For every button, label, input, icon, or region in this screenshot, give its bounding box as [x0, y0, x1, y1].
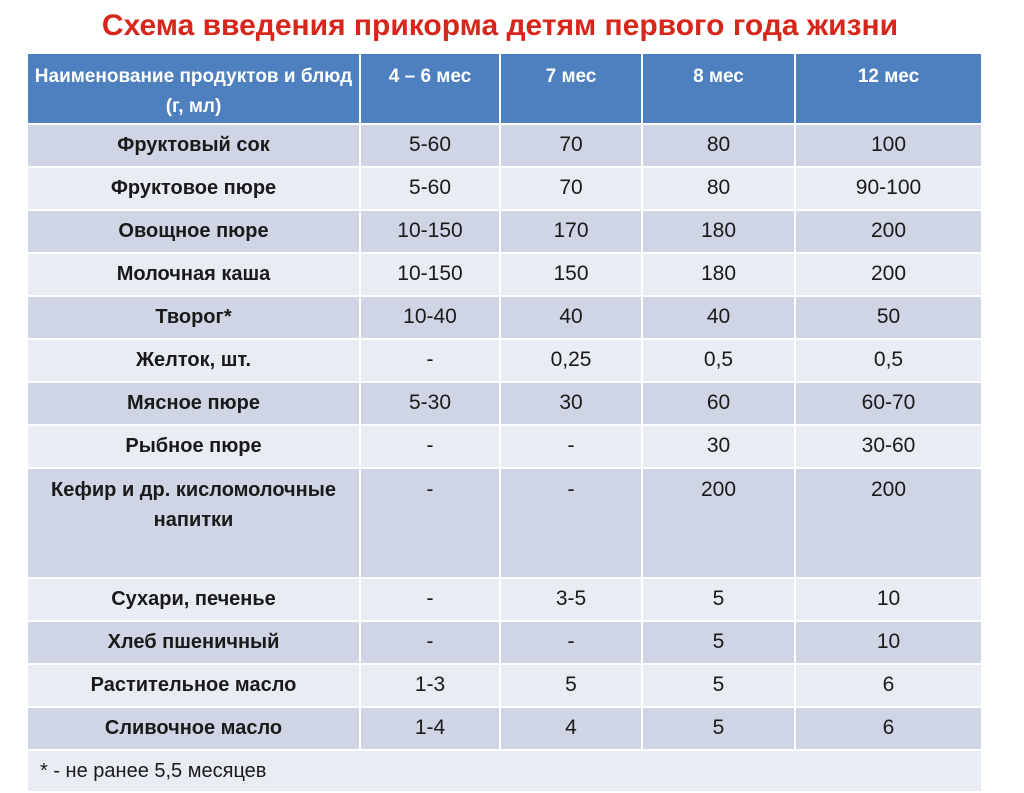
table-row [27, 664, 982, 707]
table-cell: 10-150 [360, 210, 500, 253]
product-name: Рыбное пюре [27, 425, 360, 468]
table-cell: 150 [500, 253, 642, 296]
table-cell: - [360, 621, 500, 664]
table-row [27, 468, 982, 578]
table-cell: - [500, 425, 642, 468]
page-title: Схема введения прикорма детям первого года жизни [101, 9, 899, 42]
feeding-schedule-table [26, 52, 983, 793]
product-name: Кефир и др. кисломолочные напитки [27, 468, 360, 578]
table-row [27, 210, 982, 253]
table-cell: 70 [500, 124, 642, 167]
table-cell: 100 [795, 124, 982, 167]
table-row [27, 621, 982, 664]
table-row [27, 167, 982, 210]
table-cell: 4 [500, 707, 642, 750]
table-cell: - [360, 578, 500, 621]
table-cell: 200 [795, 253, 982, 296]
table-cell: 80 [642, 124, 795, 167]
product-name: Сухари, печенье [27, 578, 360, 621]
table-cell: 6 [795, 664, 982, 707]
header-product: Наименование продуктов и блюд (г, мл) [27, 53, 360, 124]
table-cell: 0,5 [795, 339, 982, 382]
table-cell: 60-70 [795, 382, 982, 425]
table-cell: 5-60 [360, 167, 500, 210]
footnote: * - не ранее 5,5 месяцев [27, 750, 982, 792]
table-cell: 0,5 [642, 339, 795, 382]
table-cell: 5 [642, 578, 795, 621]
feeding-schedule-table-container [26, 52, 981, 793]
table-cell: 40 [500, 296, 642, 339]
table-cell: 30-60 [795, 425, 982, 468]
table-row [27, 296, 982, 339]
header-8-months: 8 мес [642, 53, 795, 124]
table-row [27, 124, 982, 167]
table-cell: 10-150 [360, 253, 500, 296]
table-cell: 200 [795, 210, 982, 253]
product-name: Молочная каша [27, 253, 360, 296]
table-cell: - [360, 468, 500, 578]
table-row [27, 578, 982, 621]
footnote-row [27, 750, 982, 792]
table-cell: 200 [795, 468, 982, 578]
table-cell: 5 [642, 664, 795, 707]
table-row [27, 425, 982, 468]
table-cell: - [360, 425, 500, 468]
product-name: Желток, шт. [27, 339, 360, 382]
table-row [27, 253, 982, 296]
table-cell: 6 [795, 707, 982, 750]
header-7-months: 7 мес [500, 53, 642, 124]
table-cell: 200 [642, 468, 795, 578]
product-name: Овощное пюре [27, 210, 360, 253]
table-cell: 50 [795, 296, 982, 339]
table-cell: 80 [642, 167, 795, 210]
table-cell: 60 [642, 382, 795, 425]
table-cell: 0,25 [500, 339, 642, 382]
product-name: Мясное пюре [27, 382, 360, 425]
header-12-months: 12 мес [795, 53, 982, 124]
table-cell: 5-30 [360, 382, 500, 425]
table-cell: 40 [642, 296, 795, 339]
table-cell: 10-40 [360, 296, 500, 339]
table-cell: - [360, 339, 500, 382]
table-cell: 5 [642, 621, 795, 664]
product-name: Фруктовое пюре [27, 167, 360, 210]
table-cell: 3-5 [500, 578, 642, 621]
product-name: Творог* [27, 296, 360, 339]
table-cell: 5 [500, 664, 642, 707]
table-cell: 30 [642, 425, 795, 468]
table-cell: 180 [642, 210, 795, 253]
product-name: Фруктовый сок [27, 124, 360, 167]
table-cell: 180 [642, 253, 795, 296]
table-row [27, 382, 982, 425]
product-name: Сливочное масло [27, 707, 360, 750]
product-name: Хлеб пшеничный [27, 621, 360, 664]
table-cell: 5-60 [360, 124, 500, 167]
table-cell: 90-100 [795, 167, 982, 210]
product-name: Растительное масло [27, 664, 360, 707]
table-cell: 30 [500, 382, 642, 425]
table-cell: 10 [795, 578, 982, 621]
table-cell: 1-3 [360, 664, 500, 707]
table-row [27, 707, 982, 750]
table-cell: 70 [500, 167, 642, 210]
header-4-6-months: 4 – 6 мес [360, 53, 500, 124]
table-cell: 5 [642, 707, 795, 750]
table-cell: 10 [795, 621, 982, 664]
table-cell: - [500, 621, 642, 664]
table-row [27, 339, 982, 382]
table-header-row [27, 53, 982, 124]
table-cell: 170 [500, 210, 642, 253]
table-cell: - [500, 468, 642, 578]
table-cell: 1-4 [360, 707, 500, 750]
